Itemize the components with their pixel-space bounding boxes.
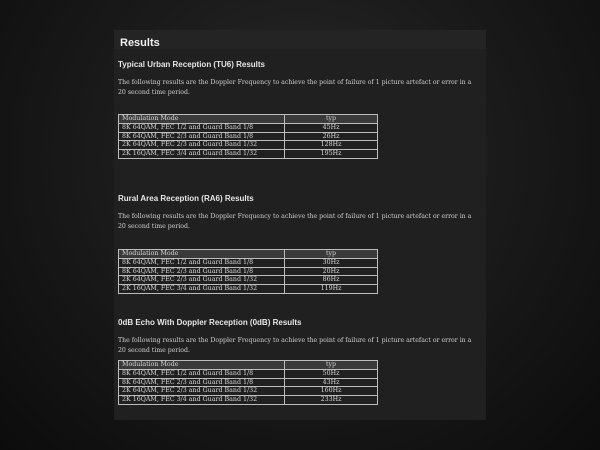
results-table <box>118 114 378 159</box>
mode-cell: 8K 64QAM, FEC 1/2 and Guard Band 1/8 <box>119 258 285 267</box>
mode-cell: 8K 64QAM, FEC 1/2 and Guard Band 1/8 <box>119 123 285 132</box>
table-row <box>119 378 378 387</box>
table-header-row <box>119 250 378 259</box>
section-0db <box>118 318 480 404</box>
typ-cell: 195Hz <box>285 150 378 159</box>
typ-cell: 20Hz <box>285 267 378 276</box>
table-row <box>119 267 378 276</box>
section-ra6 <box>118 194 480 293</box>
mode-cell: 2K 64QAM, FEC 2/3 and Guard Band 1/32 <box>119 276 285 285</box>
section-title: Typical Urban Reception (TU6) Results <box>118 60 265 69</box>
mode-cell: 8K 64QAM, FEC 2/3 and Guard Band 1/8 <box>119 267 285 276</box>
typ-cell: 160Hz <box>285 387 378 396</box>
typ-cell: 26Hz <box>285 132 378 141</box>
table-row <box>119 258 378 267</box>
typ-cell: 50Hz <box>285 369 378 378</box>
table-row <box>119 387 378 396</box>
page-title: Results <box>120 37 160 49</box>
typ-cell: 233Hz <box>285 396 378 405</box>
table-row <box>119 276 378 285</box>
table-row <box>119 150 378 159</box>
results-table <box>118 360 378 405</box>
mode-cell: 2K 16QAM, FEC 3/4 and Guard Band 1/32 <box>119 150 285 159</box>
mode-cell: 2K 64QAM, FEC 2/3 and Guard Band 1/32 <box>119 387 285 396</box>
results-table <box>118 249 378 294</box>
table-header-row <box>119 115 378 124</box>
table-row <box>119 141 378 150</box>
column-header-mode: Modulation Mode <box>119 250 285 259</box>
table-row <box>119 132 378 141</box>
column-header-typ: typ <box>285 250 378 259</box>
table-row <box>119 123 378 132</box>
mode-cell: 8K 64QAM, FEC 2/3 and Guard Band 1/8 <box>119 132 285 141</box>
section-title: 0dB Echo With Doppler Reception (0dB) Results <box>118 318 302 327</box>
section-description: The following results are the Doppler Frequency to achieve the point of failure of 1 picture artefact or error in a 20 second time period. <box>118 213 472 230</box>
typ-cell: 30Hz <box>285 258 378 267</box>
typ-cell: 128Hz <box>285 141 378 150</box>
mode-cell: 8K 64QAM, FEC 1/2 and Guard Band 1/8 <box>119 369 285 378</box>
section-title: Rural Area Reception (RA6) Results <box>118 194 254 203</box>
column-header-mode: Modulation Mode <box>119 361 285 370</box>
section-tu6 <box>118 60 480 158</box>
typ-cell: 86Hz <box>285 276 378 285</box>
typ-cell: 119Hz <box>285 285 378 294</box>
table-row <box>119 285 378 294</box>
title-bar <box>114 30 486 49</box>
column-header-typ: typ <box>285 115 378 124</box>
mode-cell: 8K 64QAM, FEC 2/3 and Guard Band 1/8 <box>119 378 285 387</box>
section-description: The following results are the Doppler Frequency to achieve the point of failure of 1 picture artefact or error in a 20 second time period. <box>118 337 472 354</box>
content-panel <box>114 30 486 420</box>
table-row <box>119 396 378 405</box>
table-row <box>119 369 378 378</box>
typ-cell: 45Hz <box>285 123 378 132</box>
typ-cell: 43Hz <box>285 378 378 387</box>
mode-cell: 2K 16QAM, FEC 3/4 and Guard Band 1/32 <box>119 396 285 405</box>
column-header-mode: Modulation Mode <box>119 115 285 124</box>
mode-cell: 2K 64QAM, FEC 2/3 and Guard Band 1/32 <box>119 141 285 150</box>
column-header-typ: typ <box>285 361 378 370</box>
table-header-row <box>119 361 378 370</box>
mode-cell: 2K 16QAM, FEC 3/4 and Guard Band 1/32 <box>119 285 285 294</box>
section-description: The following results are the Doppler Frequency to achieve the point of failure of 1 picture artefact or error in a 20 second time period. <box>118 79 472 96</box>
